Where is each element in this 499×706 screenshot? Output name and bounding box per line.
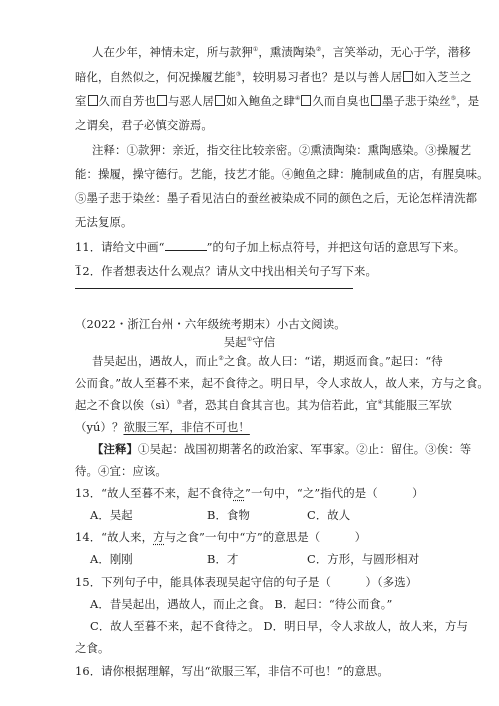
notes1-line-2: 能：操履，操守德行。艺能，技艺才能。④鲍鱼之肆：腌制咸鱼的店，有腥臭味。 xyxy=(75,167,489,181)
question-11: 11．请给文中画“ ”的句子加上标点符号，并把这句话的意思写下来。 xyxy=(75,240,466,254)
question-15: 15．下列句子中，能具体表现吴起守信的句子是（ ）（多选） xyxy=(75,575,418,589)
answer-mark-11[interactable]: _ xyxy=(75,252,81,266)
passage1-line-1: 人在少年，神情未定，所与款狎①，熏渍陶染②，言笑举动，无心于学，潜移 xyxy=(92,45,471,59)
underlined-sentence: 欲服三军，非信不可也！ xyxy=(123,420,250,434)
blank-box[interactable] xyxy=(157,95,167,106)
passage2-line-4: （yú）？欲服三军，非信不可也！ xyxy=(75,420,250,434)
passage2-title: 吴起①守信 xyxy=(223,335,276,349)
source-line: （2022・浙江台州・六年级统考期末）小古文阅读。 xyxy=(75,317,346,331)
blank-box[interactable] xyxy=(301,95,311,106)
passage1-line-4: 之谓矣，君子必慎交游焉。 xyxy=(75,118,213,132)
passage2-line-3: 起之不食以俟（sì）③者，恐其自食其言也。其为信若此，宜④其能服三军欤 xyxy=(75,398,452,412)
blank-box[interactable] xyxy=(88,95,98,106)
notes1-line-4: 无法复原。 xyxy=(75,215,133,229)
answer-line[interactable] xyxy=(75,288,353,289)
notes1-line-3: ⑤墨子悲于染丝：墨子看见洁白的蚕丝被染成不同的颜色之后，无论怎样清洗都 xyxy=(75,191,478,205)
question-16: 16．请你根据理解，写出“欲服三军，非信不可也！”的意思。 xyxy=(75,664,389,678)
q15-options-line-2[interactable]: C．故人至暮不来，起不食待之。 D．明日早，令人求故人，故人来，方与 xyxy=(90,619,468,633)
q15-options-line-3: 之食。 xyxy=(75,641,110,655)
q14-option-a[interactable]: A．刚刚 xyxy=(90,552,133,566)
q14-option-b[interactable]: B．才 xyxy=(207,552,239,566)
marked-char: 之 xyxy=(233,486,246,500)
passage2-line-2: 公而食。”故人至暮不来，起不食待之。明日早，令人求故人，故人来，方与之食。 xyxy=(75,376,489,390)
marked-char: 方 xyxy=(153,530,165,544)
notes2-line-2: 待。④宜：应该。 xyxy=(75,464,167,478)
question-14: 14．“故人来，方与之食”一句中“方”的意思是（ ） xyxy=(75,530,367,544)
blank-box[interactable] xyxy=(403,71,413,82)
q13-option-b[interactable]: B．食物 xyxy=(207,508,250,522)
blank-box[interactable] xyxy=(371,95,381,106)
q13-option-a[interactable]: A．吴起 xyxy=(90,508,133,522)
question-12: 12．作者想表达什么观点？请从文中找出相关句子写下来。 xyxy=(75,264,377,278)
notes2-line-1: 【注释】①吴起：战国初期著名的政治家、军事家。②止：留住。③俟：等 xyxy=(92,442,472,456)
question-13: 13．“故人至暮不来，起不食待之”一句中，“之”指代的是（ ） xyxy=(75,486,424,500)
passage1-line-3: 室 久而自芳也 与恶人居 如入鲍鱼之肆④ 久而自臭也 墨子悲于染丝⑤，是 xyxy=(75,94,480,108)
passage1-line-2: 暗化，自然似之，何况操履艺能③，较明易习者也？是以与善人居 如入芝兰之 xyxy=(75,70,472,84)
q14-option-c[interactable]: C．方形，与圆形相对 xyxy=(307,552,420,566)
underline-blank xyxy=(165,250,207,251)
q15-options-line-1[interactable]: A．昔吴起出，遇故人，而止之食。 B．起曰：“待公而食。” xyxy=(90,597,393,611)
blank-box[interactable] xyxy=(215,95,225,106)
passage2-line-1: 昔吴起出，遇故人，而止②之食。故人曰：“诺，期返而食。”起曰：“待 xyxy=(92,354,443,368)
q13-option-c[interactable]: C．故人 xyxy=(307,508,351,522)
notes1-line-1: 注释：①款狎：亲近，指交往比较亲密。②熏渍陶染：熏陶感染。③操履艺 xyxy=(92,143,472,157)
